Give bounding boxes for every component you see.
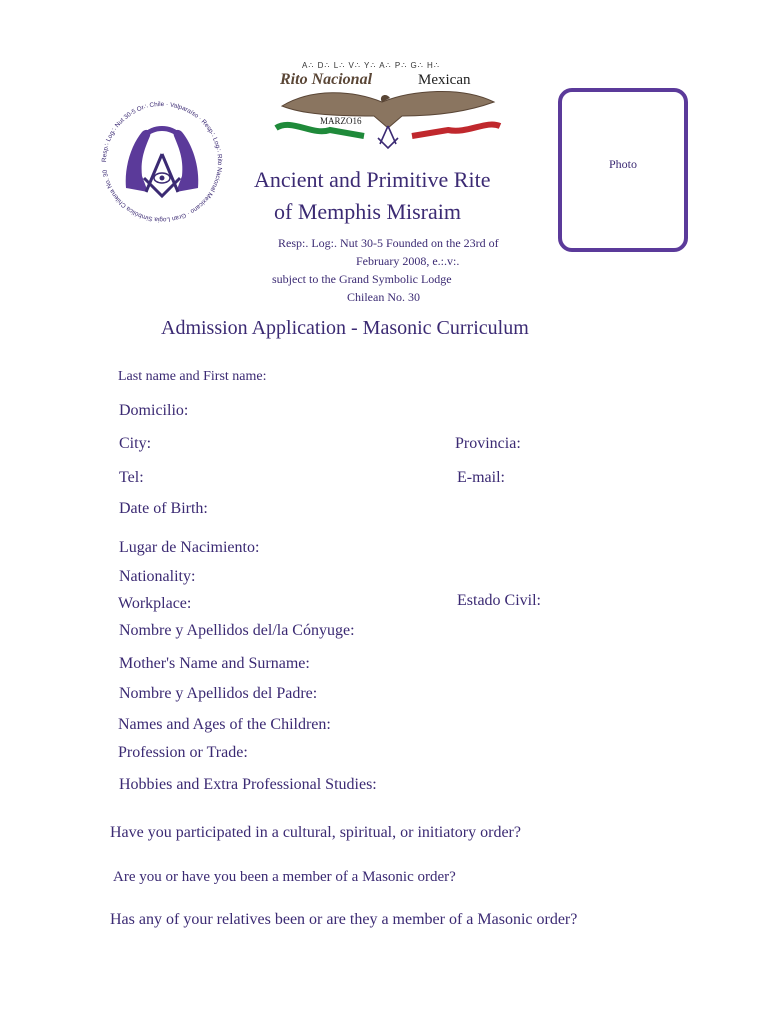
field-email-label: E-mail:	[457, 469, 505, 486]
field-children-label: Names and Ages of the Children:	[118, 716, 331, 733]
red-ribbon-icon	[412, 124, 500, 136]
field-hobbies-label: Hobbies and Extra Professional Studies:	[119, 776, 377, 793]
subtitle-line-4: Chilean No. 30	[347, 290, 420, 304]
banner-main-right: Mexican	[418, 72, 471, 88]
field-spouse-label: Nombre y Apellidos del/la Cónyuge:	[119, 622, 355, 639]
photo-label: Photo	[608, 156, 637, 171]
field-provincia-label: Provincia:	[455, 435, 521, 452]
field-name-label: Last name and First name:	[118, 369, 267, 384]
field-workplace-label: Workplace:	[118, 595, 192, 612]
green-ribbon-icon	[276, 125, 364, 136]
field-profession-label: Profession or Trade:	[118, 744, 248, 761]
field-nationality-label: Nationality:	[119, 568, 196, 585]
field-birthplace-label: Lugar de Nacimiento:	[119, 539, 260, 556]
title-line-1: Ancient and Primitive Rite	[254, 167, 491, 192]
field-domicilio-label: Domicilio:	[119, 402, 189, 419]
photo-box[interactable]	[558, 88, 688, 252]
form-title: Admission Application - Masonic Curriculum	[161, 317, 529, 339]
subtitle-line-3: subject to the Grand Symbolic Lodge	[272, 272, 452, 286]
title-line-2: of Memphis Misraim	[274, 199, 461, 224]
question-masonic-member: Are you or have you been a member of a Masonic order?	[113, 869, 456, 885]
field-dob-label: Date of Birth:	[119, 500, 208, 517]
rito-nacional-banner-logo	[272, 58, 504, 150]
banner-date: MARZO16	[320, 116, 362, 126]
subtitle-line-2: February 2008, e.:.v:.	[356, 254, 460, 268]
question-cultural-order: Have you participated in a cultural, spiritual, or initiatory order?	[110, 824, 521, 841]
lodge-seal-logo	[96, 96, 228, 228]
field-tel-label: Tel:	[119, 469, 144, 486]
banner-top-text: A∴ D∴ L∴ V∴ Y∴ A∴ P∴ G∴ H∴	[302, 61, 440, 70]
field-father-label: Nombre y Apellidos del Padre:	[119, 685, 318, 702]
field-civil-status-label: Estado Civil:	[457, 592, 541, 609]
question-relatives-masonic: Has any of your relatives been or are they a member of a Masonic order?	[110, 911, 578, 928]
field-mother-label: Mother's Name and Surname:	[119, 655, 310, 672]
seal-ring-text: Resp∴ Log∴ Nut 30-5 Or∴ Chile · Valparaíso · Resp∴ Log∴ Rito Nacional Mexicano · Gran Logia Simbólica Chilena No. 30	[100, 100, 224, 224]
subtitle-line-1: Resp:. Log:. Nut 30-5 Founded on the 23rd of	[278, 236, 499, 250]
field-city-label: City:	[119, 435, 152, 452]
banner-main-left: Rito Nacional	[280, 71, 373, 88]
